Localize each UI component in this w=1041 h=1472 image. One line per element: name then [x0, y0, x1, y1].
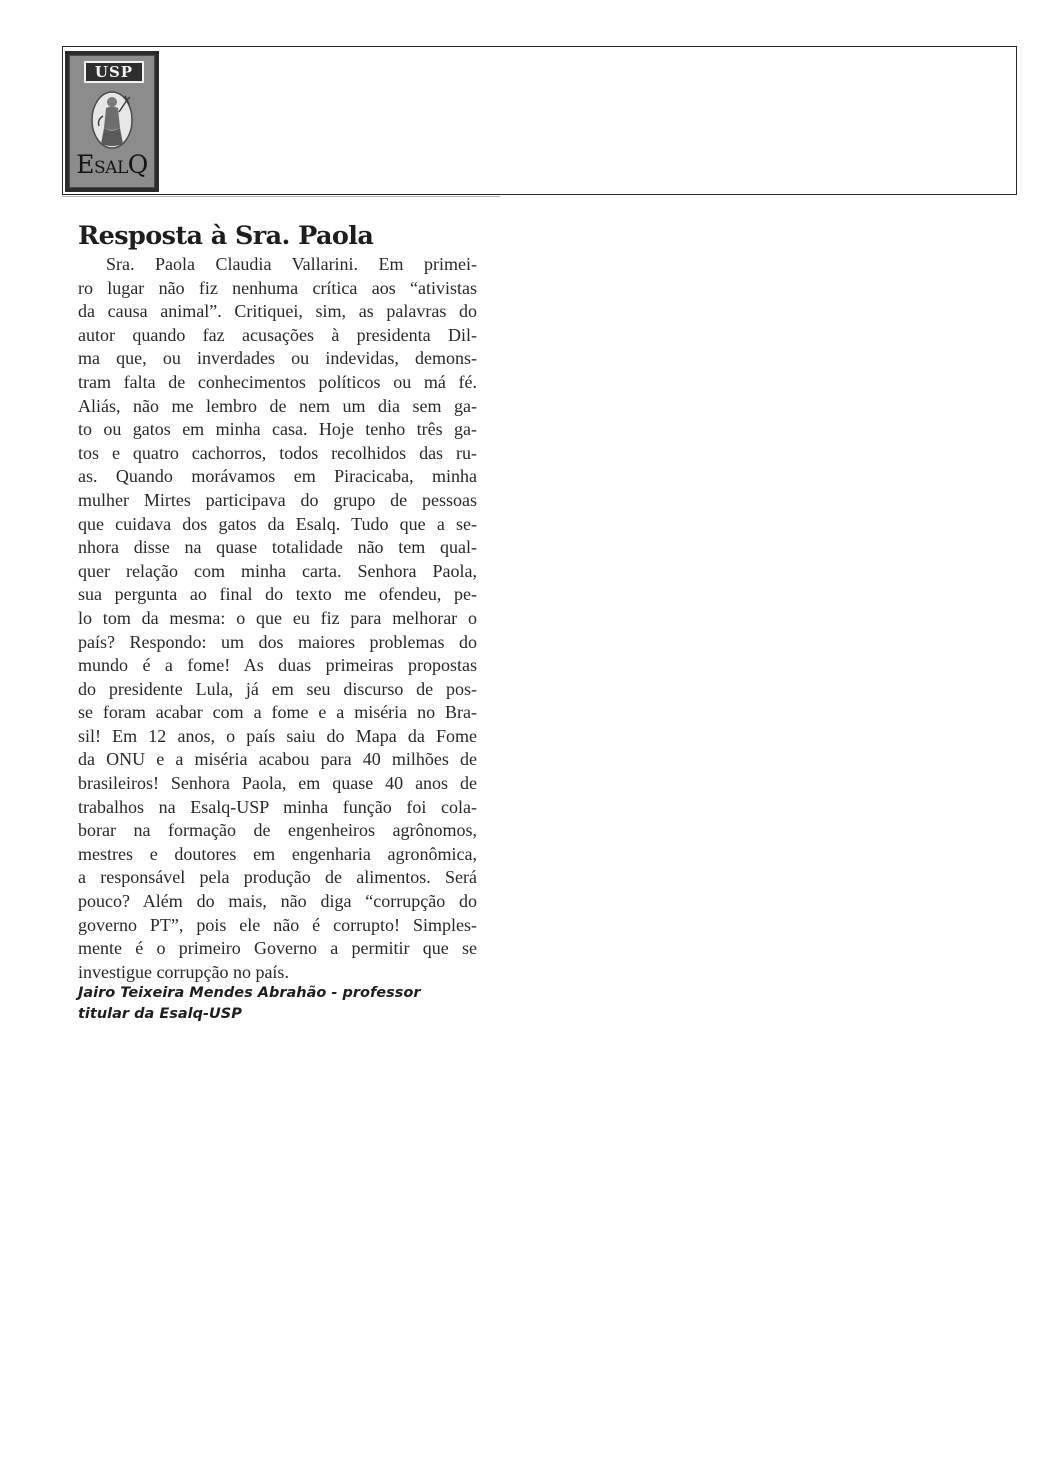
body-line: da causa animal”. Critiquei, sim, as palavras do: [78, 301, 477, 322]
letter-article: [78, 220, 477, 984]
article-title: Resposta à Sra. Paola: [78, 221, 374, 251]
body-line: borar na formação de engenheiros agrônomos,: [78, 820, 477, 841]
body-line: que cuidava dos gatos da Esalq. Tudo que a se-: [78, 513, 477, 534]
body-line: Aliás, não me lembro de nem um dia sem ga-: [78, 395, 477, 416]
body-line: tos e quatro cachorros, todos recolhidos das ru-: [78, 442, 477, 463]
body-line: da ONU e a miséria acabou para 40 milhões de: [78, 749, 477, 770]
body-line: Sra. Paola Claudia Vallarini. Em primei-: [106, 254, 477, 274]
body-line: mente é o primeiro Governo a permitir que se: [78, 938, 477, 959]
body-line: mestres e doutores em engenharia agronômica,: [78, 843, 477, 864]
body-line: do presidente Lula, já em seu discurso de pos-: [78, 678, 477, 699]
body-line: mundo é a fome! As duas primeiras propostas: [78, 655, 477, 676]
body-line: país? Respondo: um dos maiores problemas do: [78, 631, 477, 652]
body-line: quer relação com minha carta. Senhora Paola,: [78, 560, 477, 581]
body-line: mulher Mirtes participava do grupo de pessoas: [78, 489, 477, 510]
body-line: ma que, ou inverdades ou indevidas, demons-: [78, 348, 477, 369]
header-frame: [62, 46, 1017, 195]
body-line: tram falta de conhecimentos políticos ou má fé.: [78, 371, 477, 392]
body-line: a responsável pela produção de alimentos. Será: [78, 867, 477, 888]
body-line: sua pergunta ao final do texto me ofendeu, pe-: [78, 584, 477, 605]
logo-usp-label: USP: [84, 61, 144, 83]
body-line: trabalhos na Esalq-USP minha função foi cola-: [78, 796, 477, 817]
logo-esalq-label: ESALQ: [76, 150, 148, 179]
body-line: nhora disse na quase totalidade não tem qual-: [78, 537, 477, 558]
body-line: se foram acabar com a fome e a miséria no Bra-: [78, 702, 477, 723]
body-line: sil! Em 12 anos, o país saiu do Mapa da Fome: [78, 725, 477, 746]
body-line: investigue corrupção no país.: [78, 961, 289, 982]
logo-emblem: [69, 55, 155, 188]
body-line: pouco? Além do mais, não diga “corrupção do: [78, 891, 477, 912]
body-line: autor quando faz acusações à presidenta Dil-: [78, 324, 477, 345]
body-line: brasileiros! Senhora Paola, em quase 40 anos de: [78, 773, 477, 794]
column-divider-rule: [62, 196, 500, 197]
body-line: as. Quando morávamos em Piracicaba, minha: [78, 466, 477, 487]
esalq-usp-logo: [65, 51, 159, 192]
body-line: to ou gatos em minha casa. Hoje tenho três ga-: [78, 419, 477, 440]
ceres-figure-icon: [73, 86, 151, 152]
author-line: Jairo Teixeira Mendes Abrahão - professor: [78, 985, 421, 1001]
author-line: titular da Esalq-USP: [78, 1006, 242, 1022]
body-line: ro lugar não fiz nenhuma crítica aos “ativistas: [78, 277, 477, 298]
author-signature: [78, 983, 458, 1025]
body-line: governo PT”, pois ele não é corrupto! Simples-: [78, 914, 477, 935]
article-body: [78, 253, 477, 984]
body-line: lo tom da mesma: o que eu fiz para melhorar o: [78, 607, 477, 628]
